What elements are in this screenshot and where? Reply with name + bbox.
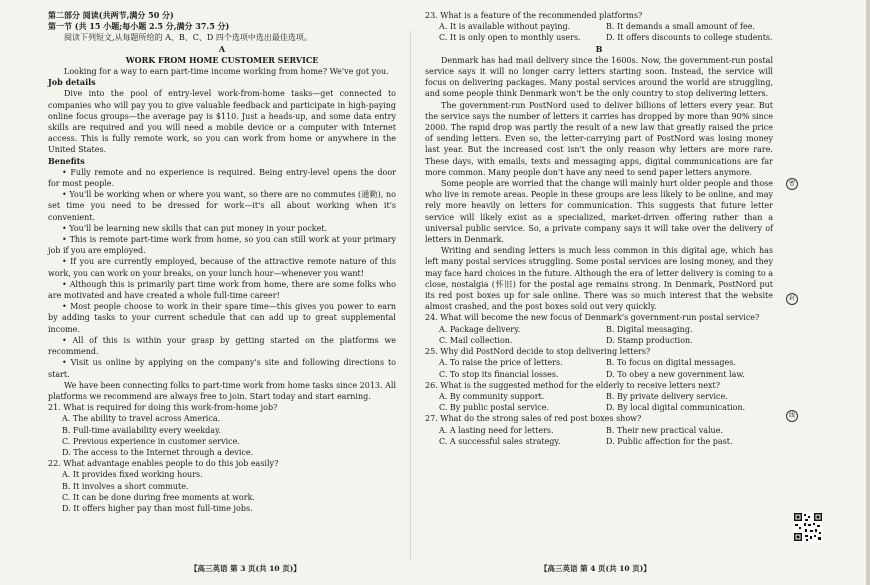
left-column <box>48 10 396 514</box>
question-27-options <box>425 425 773 447</box>
option-d: D. It offers higher pay than most full-time jobs. <box>62 503 253 513</box>
binding-mark: 封 <box>786 293 798 305</box>
option-b: B. To focus on digital messages. <box>606 358 736 368</box>
option-b: B. Their new practical value. <box>606 425 723 435</box>
question-22-stem: 22. What advantage enables people to do this job easily? <box>48 459 279 469</box>
benefit-item: • All of this is within your grasp by getting started on the platforms we recommend. <box>48 335 396 357</box>
option-a: A. By community support. <box>439 391 545 401</box>
instructions: 阅读下列短文,从每题所给的 A、B、C、D 四个选项中选出最佳选项。 <box>64 33 312 43</box>
right-column <box>425 10 773 447</box>
option-d: D. Public affection for the past. <box>606 436 733 446</box>
question-25-stem: 25. Why did PostNord decide to stop delivering letters? <box>425 347 651 357</box>
option-a: A. To raise the price of letters. <box>439 358 563 368</box>
option-a: A. Package delivery. <box>439 324 521 334</box>
option-c: C. A successful sales strategy. <box>439 436 561 446</box>
option-a: A. It provides fixed working hours. <box>62 470 203 480</box>
question-27-stem: 27. What do the strong sales of red post boxes show? <box>425 414 642 424</box>
passage-b-paragraph: The government-run PostNord used to deliver billions of letters every year. But the service says the number of letters it carries has dropped by more than 90% since 2000. The rapid drop was partly the result of a new law that greatly raised the price of sending letters. Even so, the letter-carrying part of PostNord was losing money last year. But the increased cost isn't the only reason why letters are more rare. These days, with emails, texts and messaging apps, digital communications are far more common. Many people don't have any need to send paper letters anymore. <box>425 100 773 177</box>
option-b: B. Digital messaging. <box>606 324 693 334</box>
option-c: C. It can be done during free moments at work. <box>62 492 255 502</box>
benefit-item: • Fully remote and no experience is required. Being entry-level opens the door for most people. <box>48 167 396 189</box>
option-c: C. By public postal service. <box>439 403 550 413</box>
option-b: B. It demands a small amount of fee. <box>606 22 755 32</box>
page-footer-left: 【高三英语 第 3 页(共 10 页)】 <box>190 564 301 573</box>
benefit-item: • Most people choose to work in their spare time—this gives you power to earn by adding tasks to your current schedule that can add up to great supplemental income. <box>48 302 396 334</box>
passage-b-paragraph: Some people are worried that the change will mainly hurt older people and those who live in remote areas. People in these groups are less likely to be online, and may rely more heavily on letters for communication. This suggests that future letter service will likely exist as a specialized, market-driven offering rather than a universal public service. So, a private company says it will take over the delivery of letters in Denmark. <box>425 179 773 245</box>
option-c: C. It is only open to monthly users. <box>439 33 581 43</box>
benefits-heading: Benefits <box>48 155 85 166</box>
benefit-item: • Visit us online by applying on the company's site and following directions to start. <box>48 358 396 379</box>
option-c: C. To stop its financial losses. <box>439 369 559 379</box>
option-d: D. It offers discounts to college students. <box>606 33 773 43</box>
scan-edge <box>866 0 870 585</box>
option-a: A. The ability to travel across America. <box>62 414 221 424</box>
passage-intro: Looking for a way to earn part-time income working from home? We've got you. <box>64 67 389 77</box>
benefit-item: • Although this is primarily part time work from home, there are some folks who are motivated and have created a whole full-time career! <box>48 279 396 301</box>
job-details-text: Dive into the pool of entry-level work-from-home tasks—get connected to companies who will pay you to give valuable feedback and participate in high-paying online focus groups—the average pay is $110. Just a heads-up, and some data entry skills are required and you will need a mobile device or a computer with Internet access. This is fully remote work, so you can work from home or anywhere in the United States. <box>48 89 396 155</box>
question-21-options <box>48 413 396 458</box>
option-d: D. Stamp production. <box>606 335 693 345</box>
question-24-options <box>425 324 773 346</box>
page-footer-right: 【高三英语 第 4 页(共 10 页)】 <box>540 564 651 573</box>
passage-closing: We have been connecting folks to part-time work from home tasks since 2013. All platforms we recommend are always free to join. Start today and start earning. <box>48 380 396 401</box>
question-26-stem: 26. What is the suggested method for the elderly to receive letters next? <box>425 380 721 390</box>
question-23-options <box>425 21 773 43</box>
passage-b-paragraph: Writing and sending letters is much less common in this digital age, which has left many postal services struggling. Some postal services are losing money, and they may face hard choices in the future. Although the era of letter delivery is coming to a close, nostalgia (怀旧) for the postal age remains strong. In Denmark, PostNord put its red post boxes up for sale online. There was so much interest that the website almost crashed, and the post boxes sold out very quickly. <box>425 246 773 312</box>
question-26-options <box>425 391 773 413</box>
section-title: 第二部分 阅读(共两节,满分 50 分) <box>48 10 174 20</box>
option-d: D. By local digital communication. <box>606 403 746 413</box>
passage-letter-b: B <box>595 43 603 54</box>
benefit-item: • This is remote part-time work from home, so you can still work at your primary job if you are employed. <box>48 235 396 256</box>
option-a: A. A lasting need for letters. <box>439 425 554 435</box>
passage-title: WORK FROM HOME CUSTOMER SERVICE <box>125 54 319 65</box>
job-details-heading: Job details <box>48 77 96 88</box>
passage-letter-a: A <box>218 43 226 54</box>
option-b: B. Full-time availability every weekday. <box>62 425 222 435</box>
question-24-stem: 24. What will become the new focus of Denmark's government-run postal service? <box>425 313 760 323</box>
option-c: C. Previous experience in customer service. <box>62 436 240 446</box>
benefit-item: • You'll be working when or where you want, so there are no commutes (通勤), no set time you need to be dressed for work—it's all about working when it's convenient. <box>48 190 396 222</box>
question-22-options <box>48 469 396 514</box>
subsection-title: 第一节 (共 15 小题;每小题 2.5 分,满分 37.5 分) <box>48 21 230 32</box>
passage-b-paragraph: Denmark has had mail delivery since the 1600s. Now, the government-run postal service says it will no longer carry letters starting soon. Instead, the service will focus on delivering packages. Many postal services around the world are struggling, and some people think Denmark won't be the only country to stop delivering letters. <box>425 55 773 99</box>
option-d: D. The access to the Internet through a device. <box>62 447 254 457</box>
option-b: B. By private delivery service. <box>606 391 728 401</box>
option-a: A. It is available without paying. <box>439 22 571 32</box>
column-divider <box>410 30 411 560</box>
qr-code-icon <box>793 512 823 542</box>
question-21-stem: 21. What is required for doing this work-from-home job? <box>48 403 278 413</box>
option-d: D. To obey a new government law. <box>606 369 745 379</box>
option-c: C. Mail collection. <box>439 335 513 345</box>
option-b: B. It involves a short commute. <box>62 481 189 491</box>
binding-mark: 密 <box>786 178 798 190</box>
question-25-options <box>425 357 773 379</box>
binding-mark: 线 <box>786 410 798 422</box>
benefit-item: • If you are currently employed, because of the attractive remote nature of this work, you can work on your breaks, on your lunch hour—whenever you want! <box>48 257 396 278</box>
question-23-stem: 23. What is a feature of the recommended platforms? <box>425 11 643 20</box>
benefit-item: • You'll be learning new skills that can put money in your pocket. <box>62 223 328 233</box>
